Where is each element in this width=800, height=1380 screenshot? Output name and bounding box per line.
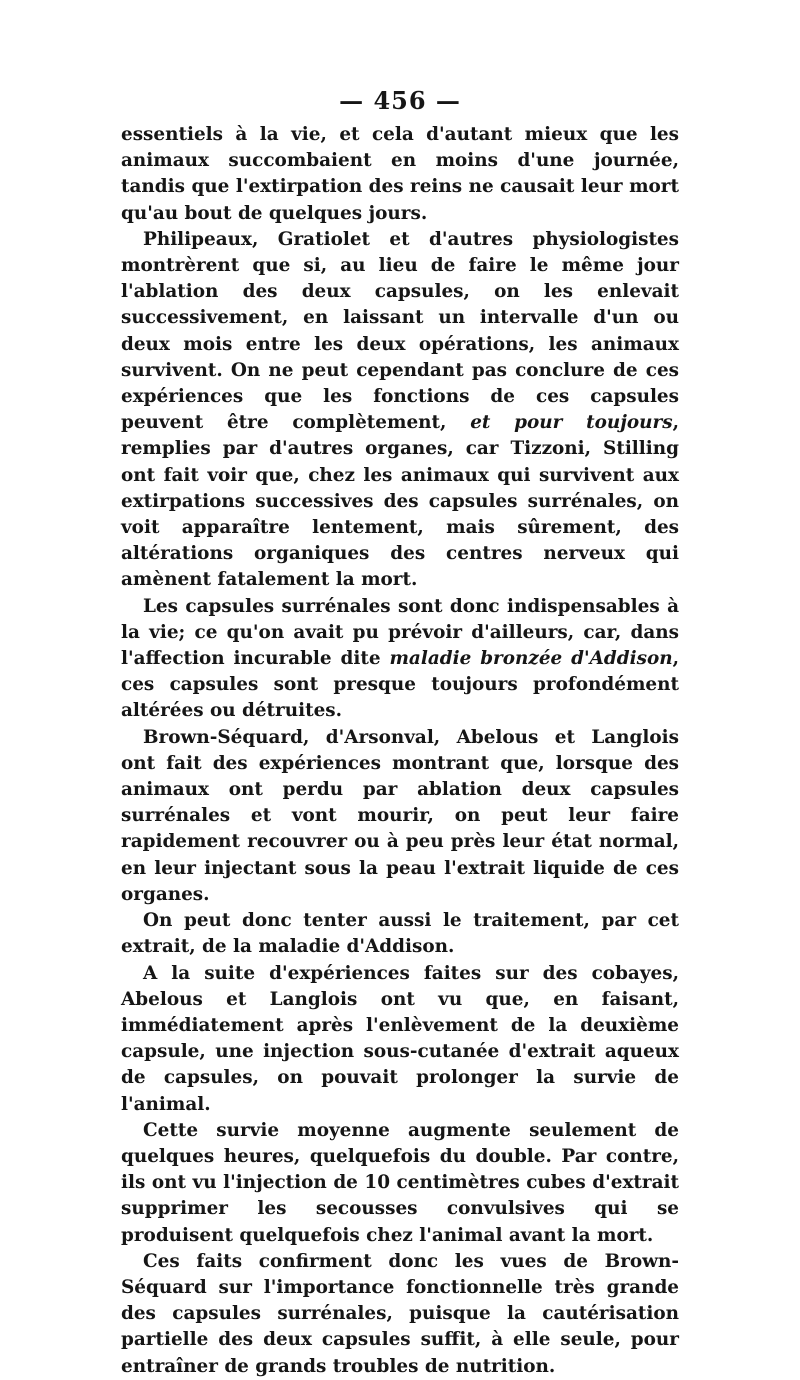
text-run: Brown-Séquard, d'Arsonval, Abelous et Langlois ont fait des expériences montrant que, lorsque des animaux ont perdu par ablation deux capsules surrénales et vont mourir, on peut leur faire rapidement recouvrer ou à peu près leur état normal, en leur injectant sous la peau l'extrait liquide de ces organes.	[121, 726, 679, 905]
page-number: — 456 —	[339, 86, 461, 115]
paragraph	[121, 594, 679, 725]
paragraph	[121, 908, 679, 960]
text-run: On peut donc tenter aussi le traitement, par cet extrait, de la maladie d'Addison.	[121, 910, 679, 958]
body-text	[121, 122, 679, 1380]
text-run: Cette survie moyenne augmente seulement de quelques heures, quelquefois du double. Par contre, ils ont vu l'injection de 10 centimètres cubes d'extrait supprimer les secousses convulsives qui se produisent quelquefois chez l'animal avant la mort.	[121, 1119, 679, 1246]
text-run: Philipeaux, Gratiolet et d'autres physiologistes montrèrent que si, au lieu de faire le même jour l'ablation des deux capsules, on les enlevait successivement, en laissant un intervalle d'un ou deux mois entre les deux opérations, les animaux survivent. On ne peut cependant pas conclure de ces expériences que les fonctions de ces capsules peuvent être complètement,	[121, 228, 679, 434]
text-run: Les capsules surrénales sont donc indispensables à la vie; ce qu'on avait pu prévoir d'ailleurs, car, dans l'affection incurable dite	[121, 595, 679, 670]
text-run: essentiels à la vie, et cela d'autant mieux que les animaux succombaient en moins d'une journée, tandis que l'extirpation des reins ne causait leur mort qu'au bout de quelques jours.	[121, 124, 679, 224]
paragraph	[121, 1118, 679, 1249]
text-run: , remplies par d'autres organes, car Tizzoni, Stilling ont fait voir que, chez les animaux qui survivent aux extirpations successives des capsules surrénales, on voit apparaître lentement, mais sûrement, des altérations organiques des centres nerveux qui amènent fatalement la mort.	[121, 412, 679, 591]
paragraph	[121, 227, 679, 594]
text-run: Ces faits confirment donc les vues de Brown-Séquard sur l'importance fonctionnelle très grande des capsules surrénales, puisque la cautérisation partielle des deux capsules suffit, à elle seule, pour entraîner de grands troubles de nutrition.	[121, 1250, 679, 1377]
italic-text-run: et pour toujours	[470, 412, 673, 434]
paragraph	[121, 725, 679, 908]
text-run: A la suite d'expériences faites sur des cobayes, Abelous et Langlois ont vu que, en faisant, immédiatement après l'enlèvement de la deuxième capsule, une injection sous-cutanée d'extrait aqueux de capsules, on pouvait prolonger la survie de l'animal.	[121, 962, 679, 1115]
paragraph	[121, 1249, 679, 1380]
text-run: , ces capsules sont presque toujours profondément altérées ou détruites.	[121, 648, 679, 722]
paragraph	[121, 122, 679, 227]
italic-text-run: maladie bronzée d'Addison	[389, 648, 673, 670]
paragraph	[121, 961, 679, 1118]
